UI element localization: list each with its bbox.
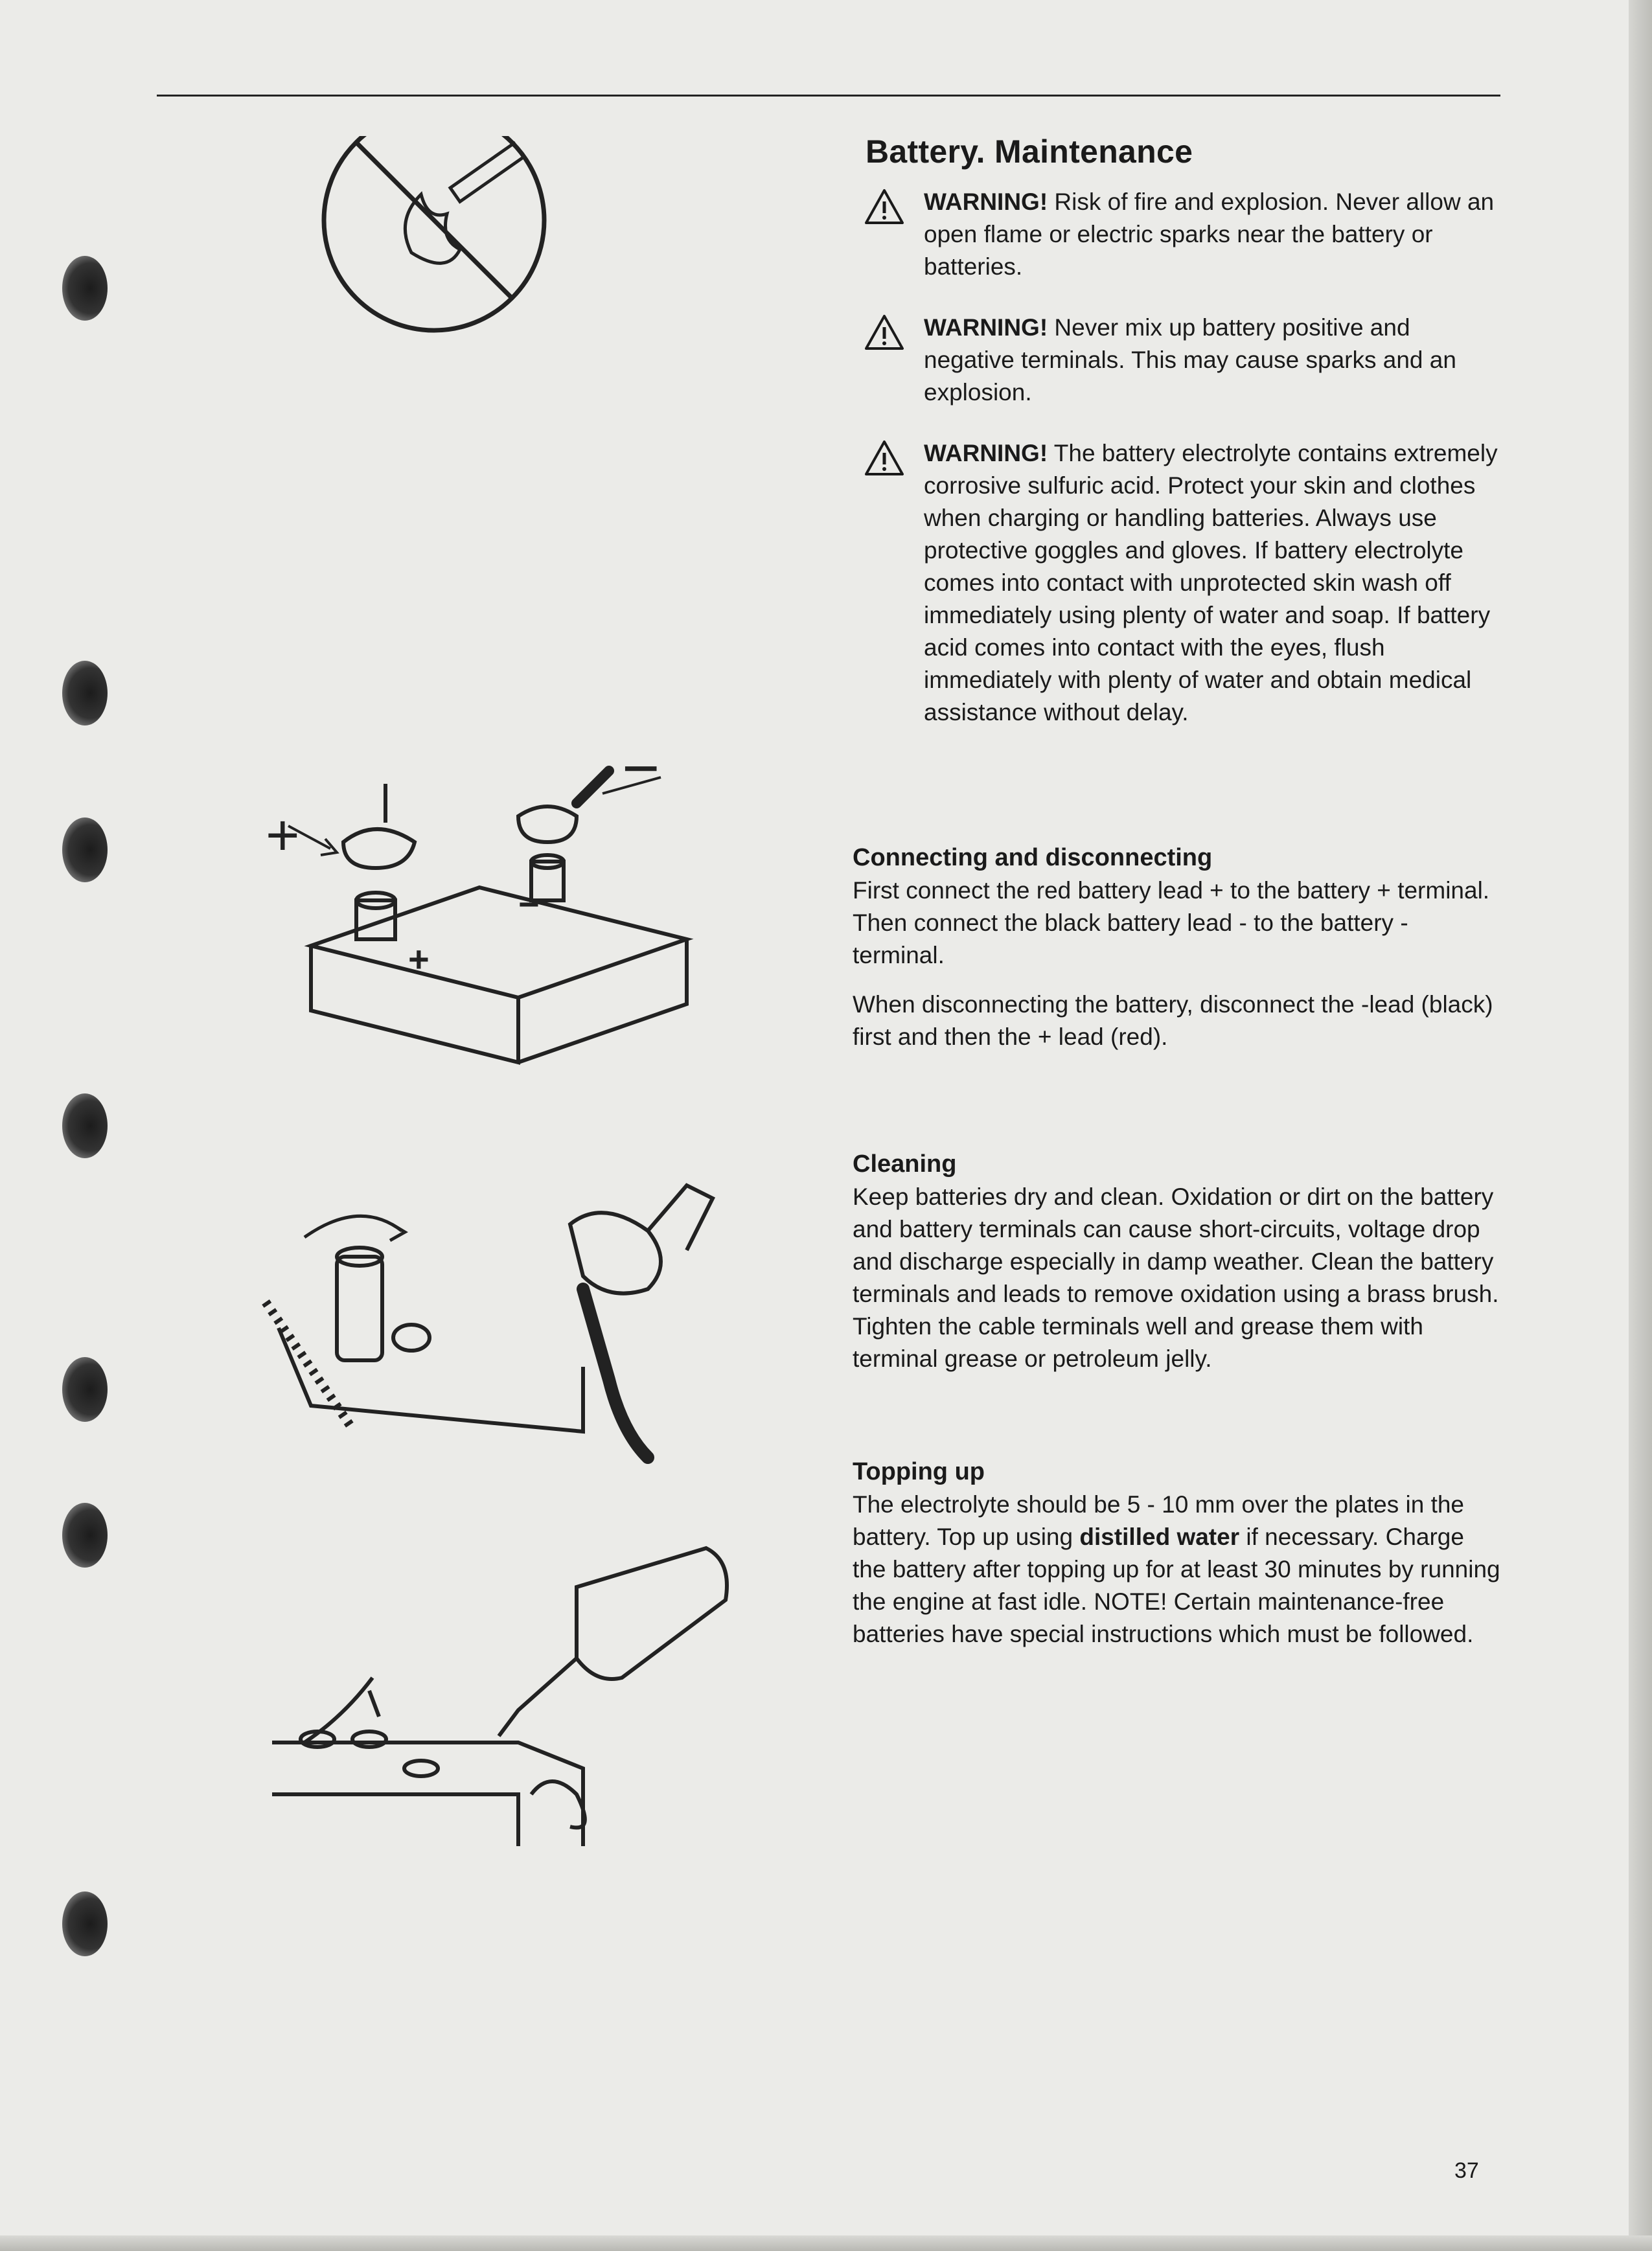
warning-text: Never mix up battery positive and negative terminals. This may cause sparks and an explosion. [924, 314, 1456, 406]
illustrations [155, 136, 836, 1898]
binder-hole [62, 1891, 108, 1956]
warning-fire [853, 186, 1500, 283]
terminal-cleaning-illustration [266, 1185, 713, 1457]
topping-up-text: The electrolyte should be 5 - 10 mm over the plates in the battery. Top up using [853, 1491, 1465, 1550]
binder-hole [62, 1357, 108, 1422]
page-edge-right [1629, 0, 1652, 2251]
binder-hole [62, 1503, 108, 1568]
warning-label: WARNING! [924, 189, 1048, 215]
terminal-plus-label: + [408, 939, 430, 979]
page-number: 37 [1454, 2158, 1479, 2183]
warning-label: WARNING! [924, 440, 1048, 466]
page-edge-bottom [0, 2235, 1652, 2251]
cleaning-heading: Cleaning [853, 1150, 957, 1178]
distilled-water-emphasis: distilled water [1079, 1524, 1240, 1550]
minus-sign-label: − [622, 732, 660, 805]
topping-up-illustration [272, 1548, 727, 1846]
header-rule [157, 95, 1500, 97]
binder-hole [62, 256, 108, 321]
warning-electrolyte [853, 437, 1500, 729]
warning-text: The battery electrolyte contains extremely corrosive sulfuric acid. Protect your skin and clothes when charging or handling batteries. Always use protective goggles and gloves. If battery electrolyte comes into contact with unprotected skin wash off immediately using plenty of water and soap. If battery acid comes into contact with the eyes, flush immediately with plenty of water and obtain medical assistance without delay. [924, 440, 1498, 726]
terminal-minus-label: − [518, 884, 540, 924]
page-title: Battery. Maintenance [866, 133, 1193, 170]
topping-up-paragraph [853, 1489, 1500, 1651]
binder-hole [62, 1093, 108, 1158]
connecting-paragraph: First connect the red battery lead + to the battery + terminal. Then connect the black battery lead - to the battery - terminal. [853, 877, 1490, 968]
cleaning-paragraph: Keep batteries dry and clean. Oxidation or dirt on the battery and battery terminals can cause short-circuits, voltage drop and discharge especially in damp weather. Clean the battery terminals and leads to remove oxidation using a brass brush. Tighten the cable terminals well and grease them with terminal grease or petroleum jelly. [853, 1183, 1499, 1372]
binder-hole [62, 817, 108, 882]
warning-label: WARNING! [924, 314, 1048, 341]
warning-triangle-icon [864, 440, 904, 476]
plus-sign-label: + [266, 803, 300, 868]
no-flame-icon [324, 136, 544, 330]
binder-hole [62, 661, 108, 726]
connecting-heading: Connecting and disconnecting [853, 844, 1213, 871]
warning-triangle-icon [864, 189, 904, 225]
warning-polarity [853, 312, 1500, 409]
battery-terminals-illustration [288, 771, 687, 1062]
battery-maintenance-section [853, 133, 1500, 1667]
warning-triangle-icon [864, 314, 904, 350]
disconnecting-paragraph: When disconnecting the battery, disconnect the -lead (black) first and then the + lead (red). [853, 991, 1493, 1050]
topping-up-text-end: if necessary. Charge the battery after topping up for at least 30 minutes by running the engine at fast idle. NOTE! Certain maintenance-free batteries have special instructions which must be followed. [853, 1524, 1500, 1647]
warning-text: Risk of fire and explosion. Never allow an open flame or electric sparks near the battery or batteries. [924, 189, 1495, 280]
topping-up-heading: Topping up [853, 1458, 985, 1485]
